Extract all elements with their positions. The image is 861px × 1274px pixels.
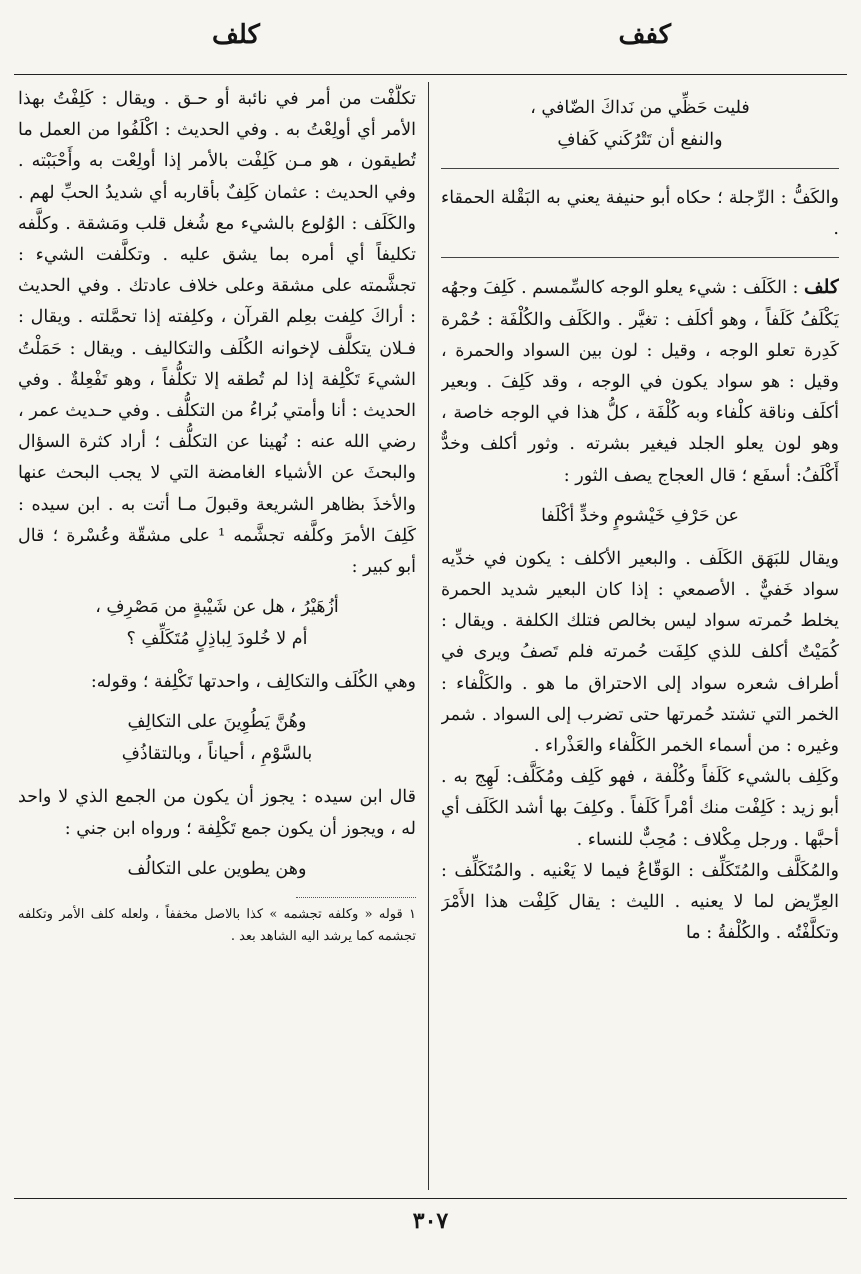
entry-kalaf-paragraph — [441, 272, 839, 491]
verse-line: عن حَرْفِ خَيْشومٍ وخدٍّ أكْلَفا — [541, 505, 739, 526]
verse-line: فليت حَظِّي من نَداكَ الضّافي ، — [530, 98, 750, 118]
footnote: ١ قوله « وكلفه تجشمه » كذا بالاصل مخففاً ، ولعله كلف الأمر وتكلفه تجشمه كما يرشد اليه الشاهد بعد . — [18, 906, 416, 944]
entry-kaff-paragraph: والكَفُّ : الرِّجلة ؛ حكاه أبو حنيفة يعني به البَقْلة الحمقاء . — [441, 188, 839, 240]
verse-line: بالسَّوْمِ ، أحياناً ، وبالتقاذُفِ — [121, 744, 313, 765]
verse-line: أم لا خُلودَ لِباذِلٍ مُتَكَلِّفِ ؟ — [126, 629, 308, 650]
right-column — [441, 84, 839, 1192]
header-right-keyword: كفف — [618, 20, 671, 50]
section-separator — [441, 168, 839, 169]
verse-line: والنفع أن تَتْرُكَني كَفافِ — [557, 130, 723, 150]
paragraph-bahaq: ويقال للبَهَق الكَلَف . والبعير الأكلف : يكون في خدِّيه سواد خَفيٌّ . الأصمعي : إذا كان البعير شديد الحمرة يخلط حُمرته سواد ليس بخالص فتلك الكلفة . ويقال : كُمَيْتٌ أكلف للذي كلِفَت حُمرته فلم تَصفُ ويرى في أطراف شعره سواد إلى الاحتراق ما هو . والكَلْفاء : الخمر التي تشتد حُمرتها حتى تضرب إلى السواد . شمر وغيره : من أسماء الخمر الكَلْفاء والعَذْراء . — [441, 548, 839, 757]
entry-head-word: كلف — [803, 276, 839, 299]
verse-line: أزُهَيْرُ ، هل عن شَيْبةٍ من مَصْرِفِ ، — [95, 597, 339, 618]
verse-line: وهن يطوين على التكالُف — [127, 858, 307, 879]
paragraph-ibn-sidah: قال ابن سيده : يجوز أن يكون من الجمع الذي لا واحد له ، ويجوز أن يكون جمع تَكْلِفة ؛ ورواه ابن جني : — [18, 787, 416, 839]
footnote-rule — [296, 897, 416, 898]
header-left-keyword: كلف — [212, 20, 260, 50]
verse-ibn-jinni — [18, 853, 416, 885]
paragraph-kulaf: وهي الكُلَف والتكالِف ، واحدتها تَكْلِفة ؛ وقوله: — [90, 672, 416, 693]
verse-line: وهُنَّ يَطُوِينَ على التكالِفِ — [127, 712, 307, 733]
paragraph-kalif-bishay: وكَلِف بالشيء كَلَفاً وكُلْفة ، فهو كَلِف ومُكَلَّف: لَهِج به . أبو زيد : كَلِفْت منك أمْراً كَلَفاً . وكلِفَ بها أشد الكَلَف أي أحبَّها . ورجل مِكْلاف : مُحِبٌّ للنساء . — [441, 767, 839, 850]
top-rule — [14, 74, 847, 75]
column-divider — [428, 82, 429, 1190]
entry-text: : الكَلَف : شيء يعلو الوجه كالسِّمسم . كَلِفَ وجهُه يَكْلَفُ كَلَفاً ، وهو أكلَف : تغيَّر . والكَلَف والكُلْفَة : حُمْرة كَدِرة تعلو الوجه ، وقيل : لون بين السواد والحمرة ، وقيل : هو سواد يكون في الوجه ، وقد كَلِفَ . وبعير أكلَف وناقة كلْفاء وبه كُلْفَة ، كلُّ هذا في الوجه خاصة ، وهو لون يعلو الجلد فيغير بشرته . وثور أكلف وخدٌّ أَكْلَفُ: أسفَع ؛ قال العجاج يصف الثور : — [441, 278, 839, 486]
verse-nada — [441, 92, 839, 156]
page-number: ٣٠٧ — [412, 1208, 449, 1234]
verse-ajjaj — [441, 500, 839, 532]
section-separator — [441, 257, 839, 258]
verse-takalif — [18, 706, 416, 770]
bottom-rule — [14, 1198, 847, 1199]
left-column — [18, 84, 416, 1192]
paragraph-takallaft: تكلَّفْت من أمر في نائبة أو حـق . ويقال : كَلِفْتُ بهذا الأمر أي أولِعْتُ به . وفي الحديث : اكْلَفُوا من العمل ما تُطيقون ، هو مـن كَلِفْت بالأمر إذا أولِعْت به وأَحْبَبْته . وفي الحديث : عثمان كَلِفٌ بأقاربه أي شديدُ الحبِّ لهم . والكَلَف : الوُلوع بالشيء مع شُغل قلب ومَشقة . وكلَّفه تكليفاً أي أمره بما يشق عليه . وتكلَّفت الشيء : تجشَّمته على مشقة وعلى خلاف عادتك . وفي الحديث : أراكَ كلِفت بعِلم القرآن ، وكلِفته إذا تحمَّلته . ويقال : فـلان يتكلَّف لإخوانه الكُلَف والتكاليف . ويقال : حَمَلْتُ الشيءَ تَكْلِفة إذا لم تُطقه إلا تكلُّفاً ، وهو تَفْعِلةٌ . وفي الحديث : أنا وأمتي بُراءُ من التكلُّف . وفي حـديث عمر ، رضي الله عنه : نُهينا عن التكلُّف ؛ أراد كثرة السؤال والبحثَ عن الأشياء الغامضة التي لا يجب البحث عنها والأخذَ بظاهر الشريعة وقبولَ مـا أتت به . ابن سيده : كَلِفَ الأمرَ وكلَّفه تجشَّمه ¹ على مشقّة وعُسْرة ؛ قال أبو كبير : — [18, 89, 416, 578]
paragraph-mukallaf: والمُكَلَّف والمُتَكَلِّف : الوَقّاعُ فيما لا يَعْنيه . والمُتَكَلِّف : العِرِّيض لما لا يعنيه . الليث : يقال كَلِفْت هذا الأَمْرَ وتكلَّفْتُه . والكُلْفةُ : ما — [441, 860, 839, 944]
verse-abu-kabir — [18, 591, 416, 655]
